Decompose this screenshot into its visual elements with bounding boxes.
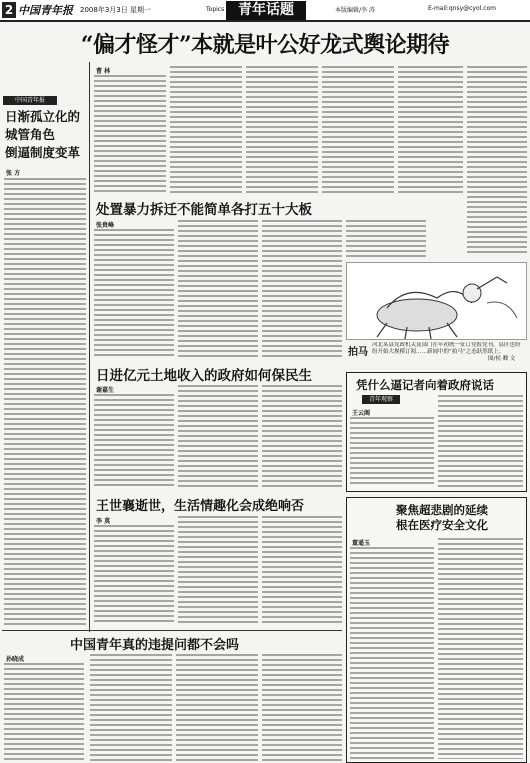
cartoon-caption: 河北某县党政机关及部门在年初统一征订党报党刊，县区也纷纷开始大规模订阅……新闻中的“拍马”之态跃然纸上。 bbox=[372, 342, 521, 355]
medical-author: 董遥玉 bbox=[352, 540, 371, 547]
left-title-line: 日渐孤立化的 bbox=[5, 109, 81, 124]
medical-title-line: 聚焦超悲剧的延续 bbox=[396, 503, 488, 517]
topics-label: Topics bbox=[206, 6, 225, 13]
china-youth-body bbox=[90, 654, 172, 761]
revenue-body bbox=[262, 385, 342, 489]
demolition-body bbox=[94, 229, 174, 359]
revenue-body bbox=[178, 385, 258, 489]
main-article-body bbox=[94, 75, 166, 195]
china-youth-body bbox=[262, 654, 342, 761]
china-youth-author: 孙晓成 bbox=[6, 656, 25, 663]
main-article-body bbox=[246, 66, 318, 195]
newspaper-logo: 中国青年报 bbox=[18, 4, 73, 17]
main-article-body bbox=[170, 66, 242, 195]
left-article-body bbox=[4, 178, 86, 628]
cartoon-label: 拍马 bbox=[348, 347, 368, 358]
page-number: 2 bbox=[2, 2, 16, 18]
reporter-title: 凭什么逼记者向着政府说话 bbox=[356, 378, 494, 392]
left-article-author: 张 方 bbox=[6, 170, 21, 177]
wang-body bbox=[262, 516, 342, 625]
medical-title-line: 根在医疗安全文化 bbox=[396, 518, 488, 532]
main-article-body bbox=[398, 66, 463, 195]
left-title-line: 城管角色 bbox=[5, 127, 56, 142]
revenue-author: 谢嘉生 bbox=[96, 387, 115, 394]
section-rule bbox=[2, 630, 342, 631]
china-youth-body bbox=[4, 663, 84, 761]
medical-body bbox=[350, 547, 434, 759]
reporter-tag: 青年观察 bbox=[362, 395, 400, 404]
china-youth-body bbox=[176, 654, 258, 761]
column-divider bbox=[89, 62, 90, 632]
wang-author: 李 莫 bbox=[96, 518, 111, 525]
main-article-author: 曹 林 bbox=[96, 68, 111, 75]
main-article-body bbox=[322, 66, 394, 195]
demolition-title: 处置暴力拆迁不能简单各打五十大板 bbox=[96, 202, 312, 218]
demolition-body bbox=[346, 220, 426, 260]
medical-title bbox=[372, 503, 512, 533]
section-title: 青年话题 bbox=[226, 1, 306, 20]
reporter-author: 王云阁 bbox=[352, 410, 371, 417]
reporter-body bbox=[438, 395, 523, 487]
wang-title: 王世襄逝世，生活情趣化会成绝响否 bbox=[96, 499, 305, 514]
column-tag: 中国青年报 bbox=[3, 96, 57, 105]
revenue-body bbox=[94, 394, 174, 489]
demolition-author: 张贵峰 bbox=[96, 222, 115, 229]
cartoon-credit: 图/侯 卿 文 bbox=[488, 356, 516, 362]
demolition-body bbox=[262, 220, 342, 359]
left-title-line: 倒逼制度变革 bbox=[5, 145, 81, 160]
main-headline: “偏才怪才”本就是叶公好龙式舆论期待 bbox=[80, 32, 450, 58]
cartoon-illustration bbox=[346, 262, 527, 340]
china-youth-title: 中国青年真的违提问都不会吗 bbox=[70, 638, 240, 653]
main-article-body bbox=[467, 66, 527, 256]
demolition-body bbox=[178, 220, 258, 359]
reporter-body bbox=[350, 417, 434, 487]
contact-email: E-mail:qnsy@cyol.com bbox=[428, 5, 497, 12]
wang-body bbox=[178, 516, 258, 625]
issue-date: 2008年3月3日 星期一 bbox=[80, 6, 151, 14]
editor-credit: 本版编辑/李 涛 bbox=[335, 7, 375, 14]
revenue-title: 日进亿元土地收入的政府如何保民生 bbox=[96, 368, 312, 384]
wang-body bbox=[94, 525, 174, 625]
left-article-title bbox=[5, 108, 85, 162]
medical-body bbox=[438, 538, 523, 759]
